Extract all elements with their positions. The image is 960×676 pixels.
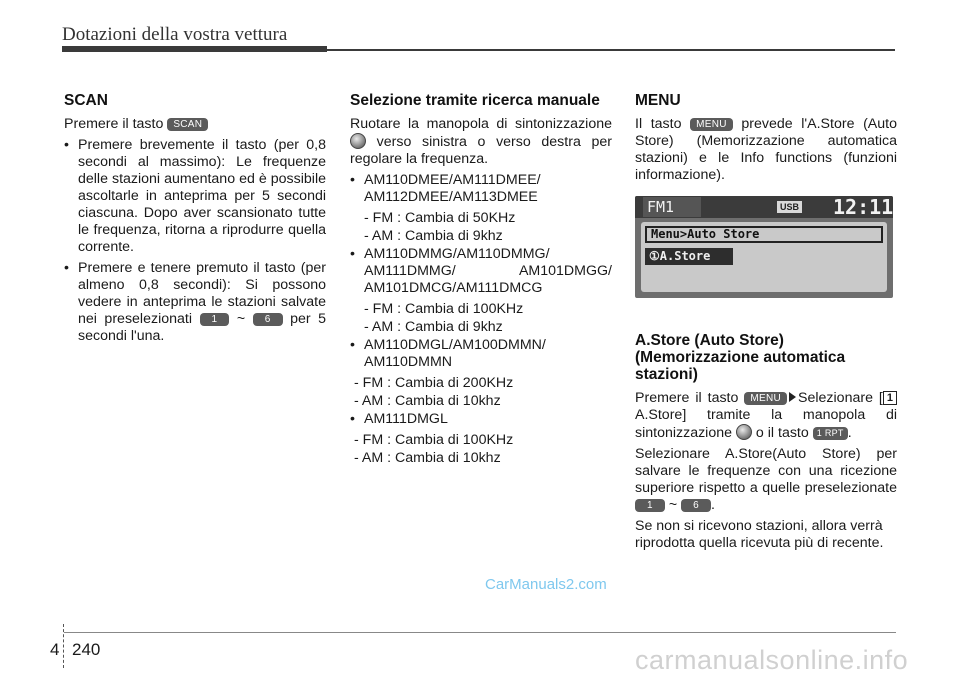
- model-group-name: • AM110DMEE/AM111DMEE/ AM112DMEE/AM113DMEE: [350, 172, 612, 206]
- header-bar: [62, 46, 327, 52]
- astore-instructions: [635, 390, 897, 442]
- display-menu-panel: [641, 222, 887, 292]
- menu-text-b: prevede l'A.Store (Auto Store) (Memorizzazione automatica stazioni) e le Info functions (funzioni informazione).: [635, 116, 897, 183]
- model-fm-step: - FM : Cambia di 50KHz: [364, 210, 516, 226]
- model-am-step: - AM : Cambia di 10khz: [354, 450, 501, 466]
- astore-text-b: Selezionare [: [798, 390, 883, 406]
- model-fm-step: - FM : Cambia di 200KHz: [354, 375, 514, 391]
- header-title: Dotazioni della vostra vettura: [62, 24, 288, 45]
- scan-bullet2-end: per 5 secondi l'una.: [78, 311, 326, 344]
- scan-bullet-short-press: • Premere brevemente il tasto (per 0,8 secondi al massimo): Le frequenze delle stazioni aumentano ed è possibile ascoltarle in anteprima per 5 secondi ciascuna. Dopo aver scansionato tutte le frequenza, ritorna a riprodurre quella corrente.: [64, 137, 326, 256]
- page-divider: [63, 624, 64, 668]
- preset-6-button-icon: 6: [253, 313, 283, 326]
- astore-text-e: .: [847, 425, 852, 441]
- tune-knob-icon: [350, 133, 366, 149]
- menu-button-icon: MENU: [744, 392, 787, 405]
- display-menu-path: Menu>Auto Store: [645, 226, 883, 243]
- scan-intro-text: Premere il tasto: [64, 116, 164, 132]
- watermark-link[interactable]: CarManuals2.com: [485, 576, 607, 593]
- radio-display-screenshot: [635, 196, 893, 298]
- scan-bullet2-text: Premere e tenere premuto il tasto (per almeno 0,8 secondi): Si possono vedere in anteprima le stazioni salvate nei preselezionati: [78, 260, 326, 327]
- menu-heading: MENU: [635, 92, 681, 109]
- display-selected-item: [645, 248, 733, 265]
- arrow-right-icon: [789, 392, 796, 402]
- tilde: ~: [236, 311, 246, 327]
- astore-text-a: Premere il tasto: [635, 390, 739, 406]
- tune-knob-icon: [736, 424, 752, 440]
- number-1-icon: 1: [883, 391, 897, 405]
- astore-note: Se non si ricevono stazioni, allora verrà riprodotta quella ricevuta più di recente.: [635, 518, 884, 551]
- display-clock: 12:11: [833, 196, 893, 219]
- model-am-step: - AM : Cambia di 9khz: [364, 228, 503, 244]
- model-group-name: • AM111DMGL: [350, 411, 612, 428]
- astore-text-d: o il tasto: [755, 425, 809, 441]
- astore-p2: Selezionare A.Store(Auto Store) per salvare le frequenze con una ricezione superiore rispetto a quelle preselezionate: [635, 446, 897, 496]
- header-rule: [327, 49, 895, 51]
- scan-section: [64, 92, 326, 349]
- scan-intro: [64, 116, 326, 133]
- menu-button-icon: MENU: [690, 118, 733, 131]
- preset-1-button-icon: 1: [635, 499, 665, 512]
- astore-description: [635, 446, 897, 514]
- manual-search-heading: Selezione tramite ricerca manuale: [350, 92, 600, 109]
- page-number: 240: [72, 640, 101, 659]
- manual-intro-text-a: Ruotare la manopola di sintonizzazione: [350, 116, 612, 132]
- model-fm-step: - FM : Cambia di 100KHz: [364, 301, 524, 317]
- footer-watermark: carmanualsonline.info: [635, 645, 909, 675]
- preset-6-button-icon: 6: [681, 499, 711, 512]
- model-am-step: - AM : Cambia di 9khz: [364, 319, 503, 335]
- manual-intro-text-b: verso sinistra o verso destra per regolare la frequenza.: [350, 134, 612, 167]
- display-status-bar: [635, 196, 893, 218]
- display-usb-badge: USB: [777, 201, 802, 213]
- rpt-button-icon: 1 RPT: [813, 427, 848, 440]
- model-fm-step: - FM : Cambia di 100KHz: [354, 432, 514, 448]
- manual-intro: [350, 116, 612, 168]
- display-selected-label: A.Store: [659, 249, 711, 263]
- footer-rule: [64, 632, 896, 633]
- model-group-name: • AM110DMGL/AM100DMMN/ AM110DMMN: [350, 337, 612, 371]
- scan-button-icon: SCAN: [167, 118, 208, 131]
- model-group-name: • AM110DMMG/AM110DMMG/ AM111DMMG/ AM101DMGG/ AM101DMCG/AM111DMCG: [350, 246, 612, 297]
- tilde: ~: [668, 497, 678, 513]
- astore-heading: A.Store (Auto Store) (Memorizzazione automatica stazioni): [635, 332, 846, 383]
- scan-heading: SCAN: [64, 92, 108, 109]
- menu-text-a: Il tasto: [635, 116, 682, 132]
- menu-description: [635, 116, 897, 184]
- model-am-step: - AM : Cambia di 10khz: [354, 393, 501, 409]
- display-band: FM1: [643, 197, 701, 217]
- display-selected-num: ①: [649, 249, 660, 263]
- menu-section: [635, 92, 897, 556]
- preset-1-button-icon: 1: [200, 313, 230, 326]
- scan-bullet-long-press: [64, 260, 326, 345]
- astore-p2-end: .: [710, 497, 715, 513]
- astore-text-c: A.Store] tramite la manopola di sintonizzazione: [635, 407, 897, 441]
- manual-search-section: [350, 92, 612, 468]
- chapter-number: 4: [50, 640, 60, 659]
